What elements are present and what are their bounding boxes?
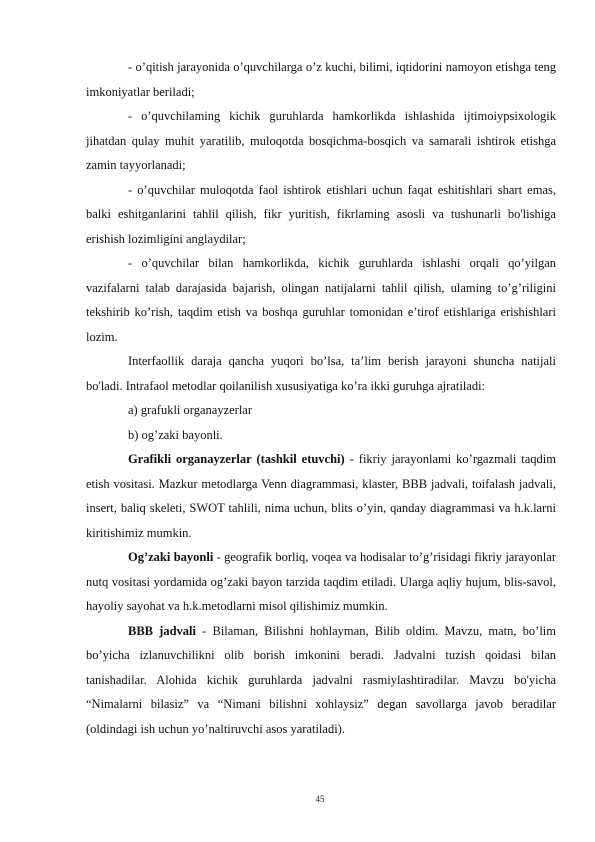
paragraph-3 xyxy=(86,178,556,252)
list-item-b xyxy=(86,423,556,448)
paragraph-1 xyxy=(86,55,556,104)
paragraph-2 xyxy=(86,104,556,178)
paragraph-4-text: - o’quvchilar bilan hamkorlikda, kichik guruhlarda ishlashi orqali qo’yilgan vazifalarni talab darajasida bajarish, olingan natijalarni tahlil qilish, ulaming to’g’riligini tekshirib ko’rish, taqdim etish va boshqa guruhlar tomonidan e’tirof etishlariga erishishlari lozim. xyxy=(86,256,556,344)
list-item-a-text: a) grafukli organayzerlar xyxy=(128,403,253,417)
document-page xyxy=(86,55,556,741)
term-ogzaki: Og’zaki bayonli xyxy=(128,550,214,564)
term-grafikli: Grafikli organayzerlar (tashkil etuvchi) xyxy=(128,452,345,466)
paragraph-bbb xyxy=(86,619,556,742)
paragraph-grafikli-text: - fikriy jarayonlami ko’rgazmali taqdim etish vositasi. Mazkur metodlarga Venn diagrammasi, klaster, BBB jadvali, toifalash jadvali, insert, baliq skeleti, SWOT tahlili, nima uchun, blits o’yin, qanday diagrammasi va h.k.larni kiritishimiz mumkin. xyxy=(86,452,556,540)
paragraph-5 xyxy=(86,349,556,398)
paragraph-5-text: Interfaollik daraja qancha yuqori bo’lsa, ta’lim berish jarayoni shuncha natijali bo'ladi. Intrafaol metodlar qoilanilish xususiyatiga ko’ra ikki guruhga ajratiladi: xyxy=(86,354,556,393)
paragraph-2-text: - o’quvchilaming kichik guruhlarda hamkorlikda ishlashida ijtimoiypsixologik jihatdan qulay muhit yaratilib, muloqotda bosqichma-bosqich va samarali ishtirok etishga zamin tayyorlanadi; xyxy=(86,109,556,172)
paragraph-ogzaki-text: - geografik borliq, voqea va hodisalar to’g’risidagi fikriy jarayonlar nutq vositasi yordamida og’zaki bayon tarzida taqdim etiladi. Ularga aqliy hujum, blis-savol, hayoliy sayohat va h.k.metodlarni misol qilishimiz mumkin. xyxy=(86,550,556,613)
paragraph-ogzaki xyxy=(86,545,556,619)
paragraph-bbb-text: - Bilaman, Bilishni hohlayman, Bilib oldim. Mavzu, matn, bo’lim bo’yicha izlanuvchilikni olib borish imkonini beradi. Jadvalni tuzish qoidasi bilan tanishadilar. Alohida kichik guruhlarda jadvalni rasmiylashtiradilar. Mavzu bo'yicha “Nimalarni bilasiz” va “Nimani bilishni xohlaysiz” degan savollarga javob beradilar (oldindagi ish uchun yo’naltiruvchi asos yaratiladi). xyxy=(86,623,556,736)
list-item-b-text: b) og’zaki bayonli. xyxy=(128,427,223,442)
paragraph-grafikli xyxy=(86,447,556,545)
term-bbb: BBB jadvali xyxy=(128,623,196,638)
paragraph-4 xyxy=(86,251,556,349)
paragraph-3-text: - o’quvchilar muloqotda faol ishtirok etishlari uchun faqat eshitishlari shart emas, balki eshitganlarini tahlil qilish, fikr yuritish, fikrlaming asosli va tushunarli bo'lishiga erishish lozimligini anglaydilar; xyxy=(86,182,556,246)
page-number: 45 xyxy=(315,794,325,804)
list-item-a xyxy=(86,398,556,423)
paragraph-1-text: - o’qitish jarayonida o’quvchilarga o’z kuchi, bilimi, iqtidorini namoyon etishga teng imkoniyatlar beriladi; xyxy=(86,60,556,99)
